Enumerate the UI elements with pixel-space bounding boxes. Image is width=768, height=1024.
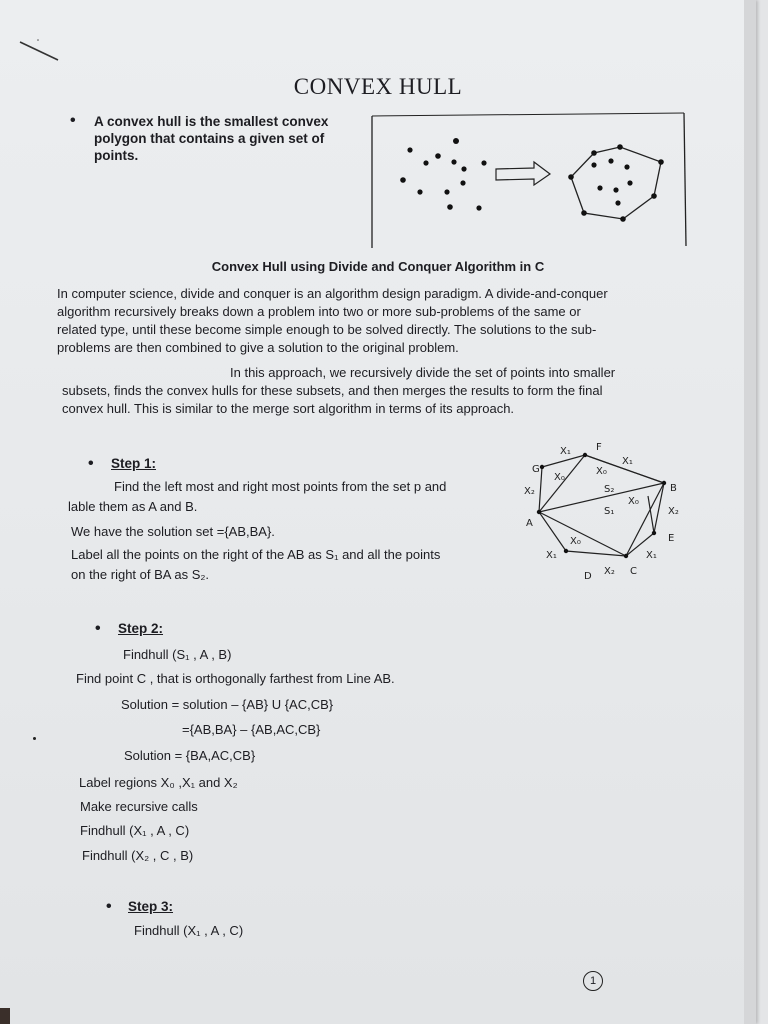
step2-line: Label regions X₀ ,X₁ and X₂ [79,775,238,790]
label-E: E [668,533,675,544]
step2-line: Findhull (X₂ , C , B) [82,848,194,863]
convex-hull-figure [368,110,690,250]
intro-line: A convex hull is the smallest convex [94,114,329,129]
arrow-icon [496,162,550,185]
label-x1-lower-left: X₁ [546,550,557,561]
label-x0-upper-left: X₀ [554,472,565,483]
page-edge [744,0,756,1024]
pencil-mark [18,38,68,68]
section-subheading: Convex Hull using Divide and Conquer Algorithm in C [211,259,545,274]
step1-line: We have the solution set ={AB,BA}. [71,524,275,539]
label-x2-bottom: X₂ [604,566,615,577]
step2-bullet: • [95,620,101,637]
step1-line: Find the left most and right most points from the set p and [114,479,447,494]
label-x0-lower: X₀ [570,536,581,547]
hull-polygon [571,147,661,219]
paragraph-2 [62,364,702,418]
label-s2: S₂ [604,484,615,495]
label-x0-upper: X₀ [596,466,607,477]
paragraph-line: problems are then combined to give a solution to the original problem. [57,340,459,355]
step2-line: Findhull (X₁ , A , C) [80,823,190,838]
intro-bullet: • [70,112,76,129]
step2-line: Solution = {BA,AC,CB} [124,748,256,763]
step1-heading: Step 1: [111,456,157,471]
step1-line: lable them as A and B. [68,499,198,514]
margin-dot [33,737,36,740]
intro-line: polygon that contains a given set of [94,131,325,146]
label-G: G [532,464,540,475]
page-corner-mark [0,1008,10,1024]
paragraph-line: algorithm recursively breaks down a problem into two or more sub-problems of the same or [57,304,581,319]
intro-text [94,113,364,164]
paragraph-line: convex hull. This is similar to the merge sort algorithm in terms of its approach. [62,401,515,416]
step2-line: Find point C , that is orthogonally farthest from Line AB. [76,671,395,686]
step3-line: Findhull (X₁ , A , C) [134,923,244,938]
label-D: D [584,571,592,582]
label-x1-top-right: X₁ [622,456,633,467]
label-x1-top: X₁ [560,446,571,457]
step2-line: Solution = solution – {AB} U {AC,CB} [121,697,334,712]
paragraph-line: related type, until these become simple enough to be solved directly. The solutions to the sub- [57,322,597,337]
step2-heading: Step 2: [118,621,164,636]
page-title: CONVEX HULL [293,74,463,99]
label-A: A [526,518,533,529]
step1-bullet: • [88,455,94,472]
label-F: F [596,442,602,453]
step3-heading: Step 3: [128,899,174,914]
label-s1: S₁ [604,506,615,517]
step2-line: Findhull (S₁ , A , B) [123,647,232,662]
paragraph-line: subsets, finds the convex hulls for these subsets, and then merges the results to form the final [62,383,603,398]
paragraph-line: In this approach, we recursively divide the set of points into smaller [230,365,616,380]
step3-bullet: • [106,898,112,915]
page-number: 1 [583,971,603,991]
step1-line: Label all the points on the right of the AB as S₁ and all the points [71,547,441,562]
step2-line: Make recursive calls [80,799,198,814]
label-x0-right: X₀ [628,496,639,507]
label-C: C [630,566,637,577]
label-x2-right: X₂ [668,506,679,517]
paragraph-line: In computer science, divide and conquer is an algorithm design paradigm. A divide-and-conquer [57,286,608,301]
label-x2-left: X₂ [524,486,535,497]
step1-line: on the right of BA as S₂. [71,567,210,582]
label-B: B [670,483,677,494]
step2-line: ={AB,BA} – {AB,AC,CB} [182,722,321,737]
label-x1-lower-right: X₁ [646,550,657,561]
hull-sketch-diagram [518,438,698,588]
intro-line: points. [94,148,139,163]
point-set [400,138,486,211]
paragraph-1 [57,285,697,357]
